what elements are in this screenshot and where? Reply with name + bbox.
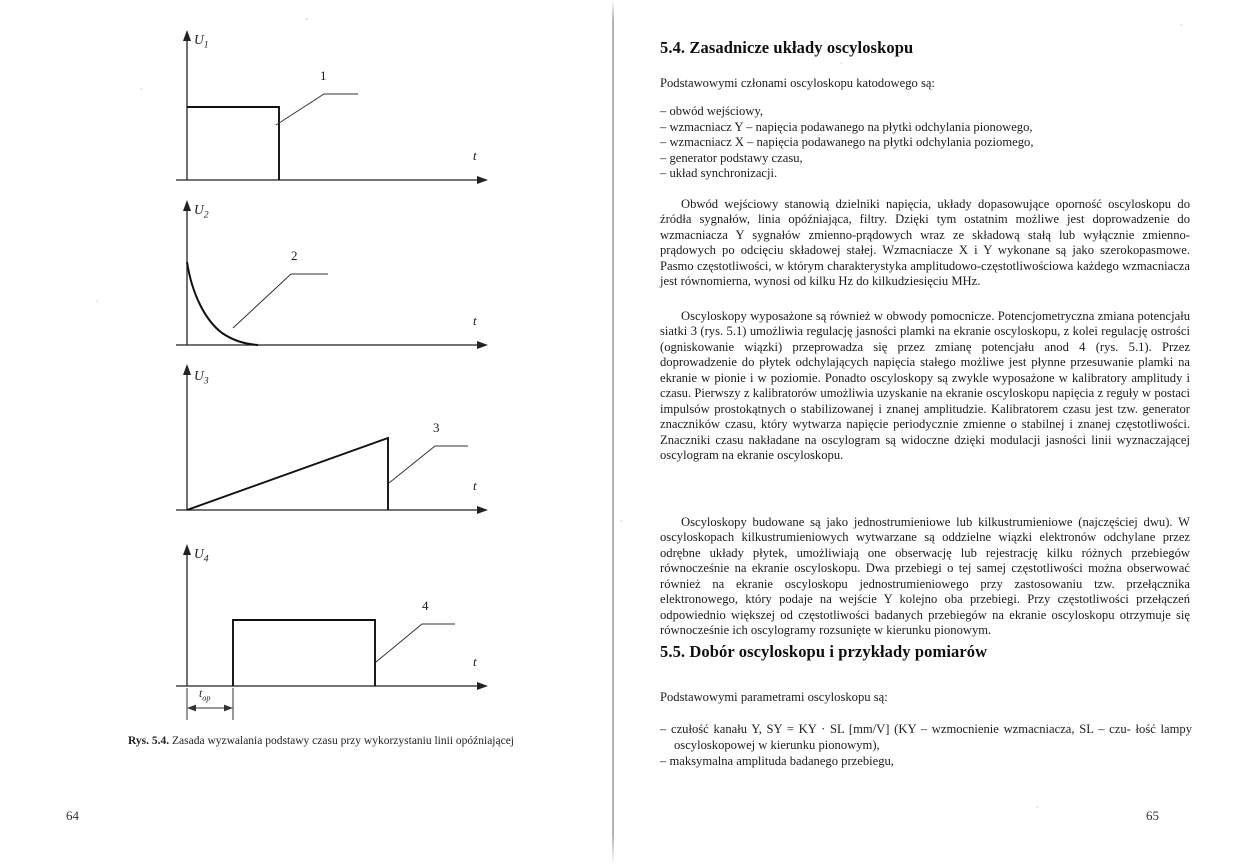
plot-u4-ylabel: $U_4$ [194, 546, 209, 565]
plot-u3-xlabel: t [473, 478, 477, 493]
right-page [660, 0, 1200, 864]
page-number-left: 64 [66, 808, 79, 823]
plot-u2-ylabel: $U_2$ [194, 202, 209, 221]
figure-caption-text: Zasada wyzwalania podstawy czasu przy wykorzystaniu linii opóźniającej [169, 735, 515, 747]
paragraph-1: Obwód wejściowy stanowią dzielniki napięcia, układy dopasowujące oporność oscyloskopu do źródła sygnałów, linia opóźniająca, filtry. Dzięki tym ostatnim możliwe jest doprowadzenie do wzmacniacza Y sygnałów zmienno-prądowych wraz ze składową stałą lub wyłącznie zmienno-prądowych po odcięciu składowej stałej. Wzmacniacze X i Y wykonane są jako szerokopasmowe. Pasmo częstotliwości, w którym charakterystyka amplitudowo-częstotliwościowa każdego wzmacniacza jest równomierna, wynosi od kilku Hz do kilkudziesięciu MHz. [660, 196, 1190, 289]
plot-u2-callout: 2 [291, 248, 298, 263]
list-item: – wzmacniacz Y – napięcia podawanego na płytki odchylania pionowego, [660, 119, 1033, 134]
scan-speckle [1036, 806, 1038, 808]
plot-u3-callout: 3 [433, 420, 440, 435]
list-item: – maksymalna amplituda badanego przebiegu, [660, 754, 894, 769]
list-item: – wzmacniacz X – napięcia podawanego na płytki odchylania poziomego, [660, 135, 1034, 150]
scan-speckle [620, 520, 622, 522]
plot-u1-callout: 1 [320, 68, 327, 83]
scan-speckle [305, 18, 308, 20]
figure-caption-label: Rys. 5.4. [127, 735, 170, 747]
plot-u4-dimension-label: $t_{op}$ [199, 688, 211, 703]
scan-speckle [840, 62, 842, 64]
heading-section-5-4: 5.4. Zasadnicze układy oscyloskopu [660, 38, 914, 57]
page-number-right: 65 [1146, 808, 1159, 823]
bullet-list-section-5-5 [660, 722, 1192, 770]
figure-rys-5-4 [0, 0, 612, 760]
plot-u2 [150, 190, 510, 365]
heading-section-5-5: 5.5. Dobór oscyloskopu i przykłady pomiarów [660, 642, 988, 661]
list-item: – obwód wejściowy, [660, 104, 764, 118]
plot-u3 [150, 358, 510, 533]
figure-caption [86, 734, 556, 748]
plot-u3-ylabel: $U_3$ [194, 368, 209, 387]
list-item [660, 722, 1192, 753]
plot-u4 [150, 538, 510, 738]
paragraph-3: Oscyloskopy budowane są jako jednostrumieniowe lub kilkustrumieniowe (najczęściej dwu). W oscyloskopach kilkustrumieniowych wytwarzane są oddzielne wiązki elektronów odchylane przez odrębne układy płytek, umożliwiają one obserwację lub rejestrację kilku różnych przebiegów równocześnie na ekranie oscyloskopu. Dwa przebiegi o tej samej częstotliwości można obserwować również na ekranie oscyloskopu jednostrumieniowego przy zastosowaniu tzw. przełącznika elektronowego, który podaje na wejście Y kolejno oba przebiegi. Przy częstotliwości przełączeń odpowiednio większej od częstotliwości badanych przebiegów na ekranie oscyloskopu otrzymuje się równocześnie ich oscylogramy rozsunięte w kierunku pionowym. [660, 514, 1190, 638]
scan-speckle [96, 300, 98, 302]
left-page [0, 0, 612, 864]
list-item-line: łość lampy oscyloskopowej w kierunku pionowym), [674, 722, 1192, 752]
plot-u4-xlabel: t [473, 654, 477, 669]
intro-section-5-5: Podstawowymi parametrami oscyloskopu są: [660, 690, 888, 704]
plot-u1 [150, 20, 510, 200]
scan-speckle [1180, 24, 1182, 26]
book-gutter [612, 0, 614, 864]
scan-speckle [140, 88, 142, 90]
intro-section-5-4: Podstawowymi członami oscyloskopu katodowego są: [660, 76, 935, 90]
bullet-list-section-5-4 [660, 104, 1190, 182]
paragraph-2: Oscyloskopy wyposażone są również w obwody pomocnicze. Potencjometryczna zmiana potencjału siatki 3 (rys. 5.1) umożliwia regulację jasności plamki na ekranie oscyloskopu, z kolei regulację ostrości (ogniskowanie wiązki) przeprowadza się przez zmianę potencjału anod 4 (rys. 5.1). Przez doprowadzenie do płytek odchylających napięcia stałego możliwe jest płynne przesuwanie plamki na ekranie w pionie i w poziomie. Ponadto oscyloskopy są zwykle wyposażone w kalibratory amplitudy i czasu. Pierwszy z kalibratorów umożliwia uzyskanie na ekranie oscyloskopu napięcia z reguły w postaci impulsów prostokątnych o stabilizowanej i znanej amplitudzie. Kalibratorem czasu jest tzw. generator znaczników czasu, który wytwarza napięcie periodycznie zmienne o stabilnej i znanej częstotliwości. Znaczniki czasu nakładane na oscylogram są widoczne dzięki modulacji jasności linii wyznaczającej oscylogram na ekranie oscyloskopu. [660, 308, 1190, 463]
plot-u2-xlabel: t [473, 313, 477, 328]
list-item: – generator podstawy czasu, [660, 150, 803, 165]
plot-u4-callout: 4 [422, 598, 429, 613]
list-item: – układ synchronizacji. [660, 166, 778, 181]
list-item-line: – czułość kanału Y, SY = KY · SL [mm/V] (KY – wzmocnienie wzmacniacza, SL – czu- [660, 722, 1131, 736]
plot-u1-xlabel: t [473, 148, 477, 163]
plot-u1-ylabel: $U_1$ [194, 32, 209, 51]
